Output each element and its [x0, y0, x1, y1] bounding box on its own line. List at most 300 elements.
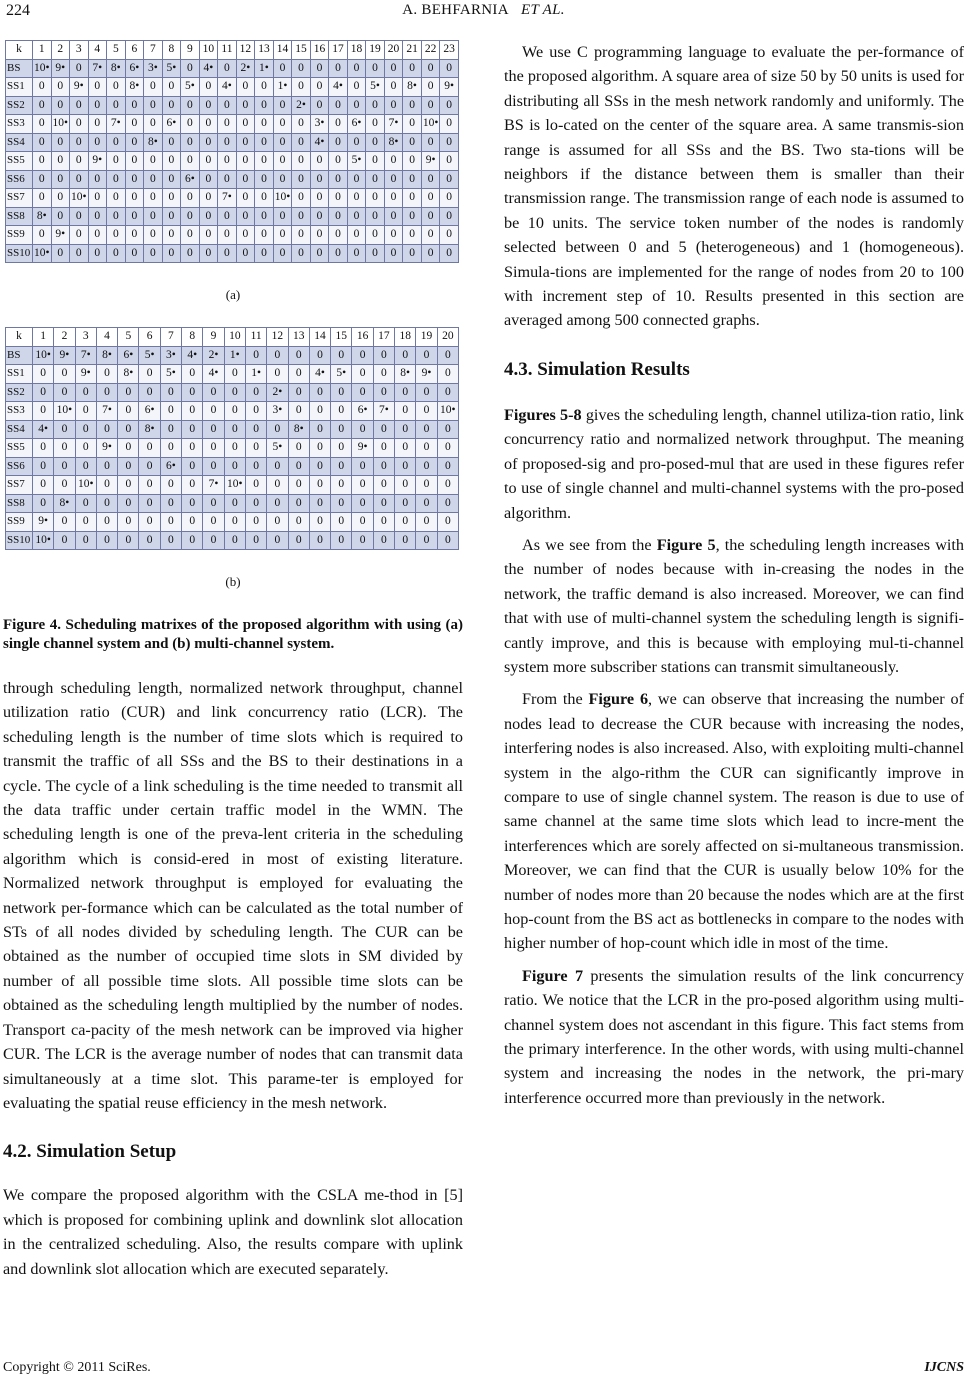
- matrix-header-cell: 10: [224, 328, 245, 347]
- page-footer: [0, 1356, 967, 1386]
- matrix-cell: 0: [273, 115, 292, 134]
- matrix-cell: 0: [75, 420, 96, 439]
- matrix-cell: 3•: [160, 346, 181, 365]
- matrix-cell: 9•: [416, 365, 437, 384]
- matrix-header-cell: 19: [416, 328, 437, 347]
- matrix-cell: 0: [88, 96, 107, 115]
- matrix-cell: 0: [33, 476, 54, 495]
- matrix-cell: 0: [70, 207, 89, 226]
- matrix-header-cell: 4: [96, 328, 117, 347]
- matrix-cell: 0: [224, 513, 245, 532]
- matrix-cell: 0: [331, 513, 352, 532]
- matrix-cell: 0: [273, 96, 292, 115]
- matrix-cell: 0: [54, 383, 75, 402]
- matrix-cell: 0: [273, 133, 292, 152]
- matrix-cell: 0: [329, 152, 348, 171]
- matrix-cell: 0: [51, 78, 70, 97]
- matrix-cell: 6•: [125, 59, 144, 78]
- matrix-cell: 9•: [440, 78, 459, 97]
- matrix-cell: 0: [331, 494, 352, 513]
- matrix-cell: 5•: [181, 78, 200, 97]
- matrix-b-table: [5, 327, 459, 550]
- matrix-cell: 0: [218, 152, 237, 171]
- matrix-row-label: SS9: [6, 226, 33, 245]
- matrix-cell: 0: [384, 207, 403, 226]
- matrix-row: [6, 115, 459, 134]
- matrix-cell: 0: [352, 494, 373, 513]
- matrix-cell: 0: [139, 513, 160, 532]
- matrix-header-cell: 5: [118, 328, 139, 347]
- matrix-cell: 0: [181, 226, 200, 245]
- matrix-row-label: SS3: [6, 402, 33, 421]
- matrix-cell: 0: [329, 207, 348, 226]
- matrix-cell: 0: [267, 420, 288, 439]
- matrix-cell: 0: [245, 439, 266, 458]
- matrix-cell: 0: [88, 189, 107, 208]
- matrix-cell: 0: [118, 513, 139, 532]
- matrix-cell: 0: [51, 189, 70, 208]
- matrix-cell: 0: [421, 244, 440, 263]
- matrix-cell: 0: [160, 383, 181, 402]
- matrix-cell: 0: [33, 226, 52, 245]
- matrix-cell: 0: [366, 115, 385, 134]
- matrix-cell: 0: [403, 152, 422, 171]
- matrix-row-label: SS6: [6, 170, 33, 189]
- matrix-row-label: SS8: [6, 494, 33, 513]
- matrix-cell: 0: [373, 457, 394, 476]
- matrix-cell: 0: [162, 244, 181, 263]
- right-paragraph-1: We use C programming language to evaluate the per-formance of the proposed algorithm. A square area of size 50 by 50 units is used for distributing all SSs in the mesh network randomly and uniformly. The BS is lo-cated on the center of the square area. A same transmis-sion range is assumed for all SSs and the BS. Two sta-tions will be neighbors if the distance between them is smaller than their transmission range. The transmission range of each node is assumed to be 10 units. The service token number of the nodes is randomly selected between 0 and 5 (heterogeneous) and 1 (homogeneous). Simula-tions are implemented for the range of nodes from 20 to 100 with increment step of 10. Results presented in this section are averaged among 500 connected graphs.: [504, 43, 964, 330]
- matrix-cell: 2•: [203, 346, 224, 365]
- journal-abbrev: IJCNS: [924, 1360, 964, 1375]
- matrix-cell: 0: [273, 170, 292, 189]
- matrix-cell: 0: [125, 96, 144, 115]
- matrix-cell: 0: [107, 207, 126, 226]
- matrix-cell: 0: [421, 133, 440, 152]
- matrix-cell: 0: [384, 59, 403, 78]
- matrix-header-cell: 8: [182, 328, 203, 347]
- matrix-row-label: SS10: [6, 531, 33, 550]
- matrix-cell: 0: [218, 244, 237, 263]
- matrix-cell: 0: [236, 226, 255, 245]
- matrix-cell: 0: [288, 531, 309, 550]
- matrix-header-cell: 20: [384, 41, 403, 60]
- matrix-cell: 0: [255, 226, 274, 245]
- matrix-cell: 0: [288, 402, 309, 421]
- matrix-header-cell: 7: [144, 41, 163, 60]
- matrix-cell: 0: [118, 383, 139, 402]
- matrix-cell: 0: [309, 457, 330, 476]
- matrix-cell: 0: [288, 457, 309, 476]
- matrix-cell: 0: [245, 383, 266, 402]
- matrix-cell: 0: [107, 189, 126, 208]
- matrix-cell: 0: [96, 531, 117, 550]
- matrix-cell: 0: [224, 365, 245, 384]
- matrix-cell: 0: [421, 207, 440, 226]
- matrix-cell: 0: [160, 513, 181, 532]
- matrix-cell: 0: [373, 494, 394, 513]
- matrix-header-cell: 4: [88, 41, 107, 60]
- matrix-cell: 0: [70, 115, 89, 134]
- matrix-cell: 0: [199, 115, 218, 134]
- right-paragraph-3-text: , the scheduling length increases with the number of nodes because with in-creasing the nodes in the network, the traffic demand is also increased. Moreover, we can find that with use of multi-channel system the scheduling length is signifi-cantly improve, and this is because with employing mul-ti-channel system more subscriber stations can transmit simultaneously.: [504, 535, 965, 676]
- matrix-cell: 0: [373, 439, 394, 458]
- right-paragraph-2: [504, 403, 964, 525]
- matrix-cell: 0: [107, 96, 126, 115]
- matrix-cell: 8•: [125, 78, 144, 97]
- matrix-cell: 0: [395, 531, 416, 550]
- matrix-cell: 4•: [309, 365, 330, 384]
- matrix-cell: 0: [224, 457, 245, 476]
- matrix-header-cell: 12: [236, 41, 255, 60]
- matrix-cell: 0: [384, 152, 403, 171]
- matrix-cell: 0: [162, 133, 181, 152]
- matrix-header-cell: 1: [33, 41, 52, 60]
- matrix-cell: 9•: [54, 346, 75, 365]
- matrix-cell: 0: [352, 457, 373, 476]
- matrix-cell: 0: [88, 226, 107, 245]
- matrix-header-cell: 5: [107, 41, 126, 60]
- matrix-row: [6, 476, 459, 495]
- matrix-cell: 0: [75, 494, 96, 513]
- matrix-cell: 0: [139, 476, 160, 495]
- matrix-cell: 10•: [54, 402, 75, 421]
- matrix-cell: 0: [144, 115, 163, 134]
- matrix-cell: 0: [125, 189, 144, 208]
- matrix-cell: 0: [33, 78, 52, 97]
- matrix-cell: 0: [331, 383, 352, 402]
- matrix-cell: 0: [54, 531, 75, 550]
- matrix-cell: 0: [310, 189, 329, 208]
- matrix-row-label: SS2: [6, 383, 33, 402]
- matrix-cell: 0: [245, 346, 266, 365]
- matrix-cell: 0: [352, 513, 373, 532]
- matrix-cell: 0: [96, 420, 117, 439]
- matrix-cell: 0: [255, 244, 274, 263]
- matrix-cell: 0: [329, 244, 348, 263]
- matrix-cell: 0: [107, 170, 126, 189]
- matrix-cell: 0: [403, 59, 422, 78]
- matrix-cell: 0: [373, 531, 394, 550]
- matrix-header-cell: 15: [292, 41, 311, 60]
- matrix-cell: 0: [125, 244, 144, 263]
- matrix-cell: 0: [292, 244, 311, 263]
- matrix-header-cell: 17: [329, 41, 348, 60]
- figure-ref-6[interactable]: Figure 6: [588, 690, 649, 709]
- matrix-cell: 0: [288, 513, 309, 532]
- matrix-cell: 9•: [88, 152, 107, 171]
- matrix-header-cell: 14: [273, 41, 292, 60]
- matrix-cell: 0: [310, 59, 329, 78]
- matrix-cell: 0: [292, 152, 311, 171]
- figure4b-matrix: [5, 327, 461, 550]
- matrix-cell: 0: [292, 170, 311, 189]
- matrix-cell: 10•: [273, 189, 292, 208]
- matrix-cell: 0: [403, 133, 422, 152]
- matrix-cell: 6•: [118, 346, 139, 365]
- matrix-cell: 0: [437, 346, 458, 365]
- matrix-cell: 0: [181, 207, 200, 226]
- matrix-cell: 0: [203, 420, 224, 439]
- matrix-header-cell: 21: [403, 41, 422, 60]
- matrix-cell: 0: [366, 59, 385, 78]
- matrix-header-cell: 6: [125, 41, 144, 60]
- matrix-cell: 0: [182, 420, 203, 439]
- matrix-cell: 0: [331, 420, 352, 439]
- matrix-cell: 0: [288, 383, 309, 402]
- matrix-cell: 3•: [310, 115, 329, 134]
- matrix-row: [6, 439, 459, 458]
- figure4-caption: Figure 4. Scheduling matrixes of the proposed algorithm with using (a) single channel system and (b) multi-channel system.: [3, 617, 463, 652]
- matrix-row: [6, 457, 459, 476]
- matrix-cell: 0: [329, 170, 348, 189]
- matrix-cell: 0: [33, 170, 52, 189]
- matrix-cell: 0: [437, 494, 458, 513]
- matrix-row-label: BS: [6, 346, 33, 365]
- matrix-header-cell: 10: [199, 41, 218, 60]
- matrix-cell: 10•: [33, 244, 52, 263]
- matrix-cell: 4•: [203, 365, 224, 384]
- matrix-cell: 0: [118, 457, 139, 476]
- matrix-cell: 0: [182, 383, 203, 402]
- matrix-cell: 0: [421, 189, 440, 208]
- matrix-cell: 0: [181, 189, 200, 208]
- matrix-cell: 0: [199, 244, 218, 263]
- matrix-row: [6, 59, 459, 78]
- matrix-cell: 0: [224, 531, 245, 550]
- matrix-cell: 0: [309, 494, 330, 513]
- matrix-cell: 0: [139, 365, 160, 384]
- matrix-cell: 0: [437, 531, 458, 550]
- matrix-cell: 0: [395, 457, 416, 476]
- matrix-row: [6, 494, 459, 513]
- matrix-cell: 9•: [70, 78, 89, 97]
- matrix-cell: 0: [160, 494, 181, 513]
- matrix-cell: 0: [437, 420, 458, 439]
- page-header: [0, 0, 967, 30]
- matrix-cell: 0: [331, 439, 352, 458]
- matrix-header-cell: 16: [310, 41, 329, 60]
- matrix-cell: 0: [33, 365, 54, 384]
- matrix-cell: 0: [267, 365, 288, 384]
- matrix-cell: 0: [96, 365, 117, 384]
- matrix-header-cell: 15: [331, 328, 352, 347]
- matrix-cell: 0: [255, 96, 274, 115]
- running-title-etal: ET AL.: [521, 2, 565, 18]
- matrix-cell: 0: [309, 346, 330, 365]
- matrix-cell: 0: [96, 494, 117, 513]
- figure-ref-5-8[interactable]: Figures 5-8: [504, 405, 582, 424]
- matrix-cell: 0: [224, 402, 245, 421]
- matrix-cell: 0: [107, 78, 126, 97]
- matrix-cell: 0: [139, 457, 160, 476]
- matrix-cell: 0: [292, 115, 311, 134]
- matrix-cell: 0: [182, 531, 203, 550]
- matrix-cell: 0: [384, 189, 403, 208]
- matrix-cell: 5•: [366, 78, 385, 97]
- matrix-cell: 0: [88, 115, 107, 134]
- matrix-cell: 0: [310, 244, 329, 263]
- matrix-cell: 0: [33, 115, 52, 134]
- matrix-cell: 3•: [267, 402, 288, 421]
- matrix-cell: 2•: [292, 96, 311, 115]
- matrix-cell: 8•: [288, 420, 309, 439]
- matrix-cell: 0: [440, 96, 459, 115]
- matrix-cell: 0: [88, 244, 107, 263]
- matrix-cell: 0: [292, 78, 311, 97]
- matrix-header-cell: 12: [267, 328, 288, 347]
- matrix-cell: 1•: [224, 346, 245, 365]
- matrix-cell: 0: [416, 513, 437, 532]
- matrix-cell: 0: [125, 133, 144, 152]
- matrix-cell: 0: [395, 346, 416, 365]
- matrix-row-label: SS4: [6, 420, 33, 439]
- matrix-row-label: SS4: [6, 133, 33, 152]
- matrix-cell: 0: [144, 170, 163, 189]
- matrix-cell: 0: [118, 476, 139, 495]
- matrix-cell: 0: [139, 531, 160, 550]
- matrix-header-cell: 16: [352, 328, 373, 347]
- matrix-cell: 0: [245, 513, 266, 532]
- matrix-cell: 0: [218, 59, 237, 78]
- matrix-cell: 0: [437, 476, 458, 495]
- matrix-cell: 10•: [51, 115, 70, 134]
- matrix-cell: 0: [75, 513, 96, 532]
- matrix-cell: 0: [329, 133, 348, 152]
- matrix-row: [6, 420, 459, 439]
- matrix-cell: 0: [218, 96, 237, 115]
- matrix-cell: 0: [203, 402, 224, 421]
- matrix-cell: 0: [236, 115, 255, 134]
- section-heading-4-2: 4.2. Simulation Setup: [3, 1141, 177, 1163]
- matrix-cell: 10•: [75, 476, 96, 495]
- matrix-header-cell: k: [6, 328, 33, 347]
- matrix-cell: 0: [395, 420, 416, 439]
- matrix-row: [6, 96, 459, 115]
- matrix-cell: 0: [347, 78, 366, 97]
- matrix-cell: 0: [162, 189, 181, 208]
- figure-ref-5[interactable]: Figure 5: [656, 535, 716, 554]
- matrix-cell: 3•: [144, 59, 163, 78]
- matrix-cell: 5•: [267, 439, 288, 458]
- matrix-a-table: [5, 40, 459, 263]
- matrix-cell: 0: [288, 365, 309, 384]
- matrix-cell: 0: [352, 346, 373, 365]
- matrix-cell: 0: [181, 96, 200, 115]
- matrix-cell: 0: [54, 476, 75, 495]
- matrix-cell: 9•: [33, 513, 54, 532]
- matrix-header-cell: 23: [440, 41, 459, 60]
- matrix-cell: 7•: [218, 189, 237, 208]
- matrix-cell: 5•: [160, 365, 181, 384]
- matrix-cell: 0: [403, 115, 422, 134]
- matrix-cell: 0: [70, 133, 89, 152]
- matrix-cell: 0: [33, 189, 52, 208]
- matrix-cell: 0: [384, 78, 403, 97]
- matrix-cell: 0: [162, 78, 181, 97]
- matrix-cell: 1•: [255, 59, 274, 78]
- matrix-cell: 0: [181, 133, 200, 152]
- figure4b-label: (b): [225, 574, 241, 589]
- matrix-row: [6, 244, 459, 263]
- matrix-cell: 0: [292, 189, 311, 208]
- matrix-cell: 0: [218, 207, 237, 226]
- matrix-cell: 0: [267, 513, 288, 532]
- matrix-row: [6, 513, 459, 532]
- matrix-cell: 0: [329, 96, 348, 115]
- right-paragraph-4-pre: From the: [522, 690, 589, 709]
- matrix-cell: 0: [309, 439, 330, 458]
- matrix-cell: 0: [236, 189, 255, 208]
- matrix-cell: 0: [139, 494, 160, 513]
- matrix-cell: 0: [352, 476, 373, 495]
- matrix-cell: 0: [309, 402, 330, 421]
- figure-ref-7[interactable]: Figure 7: [522, 966, 584, 985]
- matrix-cell: 0: [107, 244, 126, 263]
- matrix-row: [6, 226, 459, 245]
- matrix-cell: 6•: [181, 170, 200, 189]
- matrix-cell: 0: [273, 207, 292, 226]
- matrix-cell: 6•: [352, 402, 373, 421]
- matrix-cell: 0: [199, 78, 218, 97]
- matrix-cell: 0: [352, 531, 373, 550]
- matrix-cell: 10•: [421, 115, 440, 134]
- matrix-row: [6, 207, 459, 226]
- matrix-cell: 0: [416, 476, 437, 495]
- matrix-cell: 0: [51, 170, 70, 189]
- matrix-cell: 0: [310, 207, 329, 226]
- matrix-cell: 0: [292, 59, 311, 78]
- matrix-cell: 0: [51, 133, 70, 152]
- matrix-cell: 7•: [373, 402, 394, 421]
- matrix-cell: 0: [199, 170, 218, 189]
- matrix-cell: 0: [245, 531, 266, 550]
- matrix-cell: 0: [70, 59, 89, 78]
- matrix-cell: 0: [96, 383, 117, 402]
- matrix-cell: 0: [288, 476, 309, 495]
- matrix-cell: 0: [366, 207, 385, 226]
- matrix-cell: 0: [331, 531, 352, 550]
- matrix-cell: 0: [182, 494, 203, 513]
- matrix-cell: 0: [245, 420, 266, 439]
- matrix-cell: 0: [245, 476, 266, 495]
- matrix-cell: 0: [160, 402, 181, 421]
- matrix-cell: 0: [352, 365, 373, 384]
- matrix-row-label: SS9: [6, 513, 33, 532]
- matrix-cell: 0: [384, 244, 403, 263]
- matrix-cell: 6•: [139, 402, 160, 421]
- matrix-cell: 0: [236, 133, 255, 152]
- matrix-cell: 8•: [384, 133, 403, 152]
- matrix-cell: 0: [403, 189, 422, 208]
- matrix-cell: 5•: [162, 59, 181, 78]
- matrix-header-cell: 9: [203, 328, 224, 347]
- matrix-row-label: SS7: [6, 189, 33, 208]
- matrix-row-label: SS6: [6, 457, 33, 476]
- matrix-cell: 5•: [347, 152, 366, 171]
- matrix-row-label: SS3: [6, 115, 33, 134]
- matrix-header-row: [6, 328, 459, 347]
- matrix-cell: 0: [416, 494, 437, 513]
- matrix-cell: 0: [395, 402, 416, 421]
- matrix-cell: 0: [54, 420, 75, 439]
- matrix-cell: 0: [440, 189, 459, 208]
- matrix-cell: 9•: [75, 365, 96, 384]
- matrix-cell: 0: [182, 513, 203, 532]
- matrix-cell: 0: [125, 170, 144, 189]
- matrix-cell: 0: [403, 226, 422, 245]
- matrix-cell: 0: [416, 402, 437, 421]
